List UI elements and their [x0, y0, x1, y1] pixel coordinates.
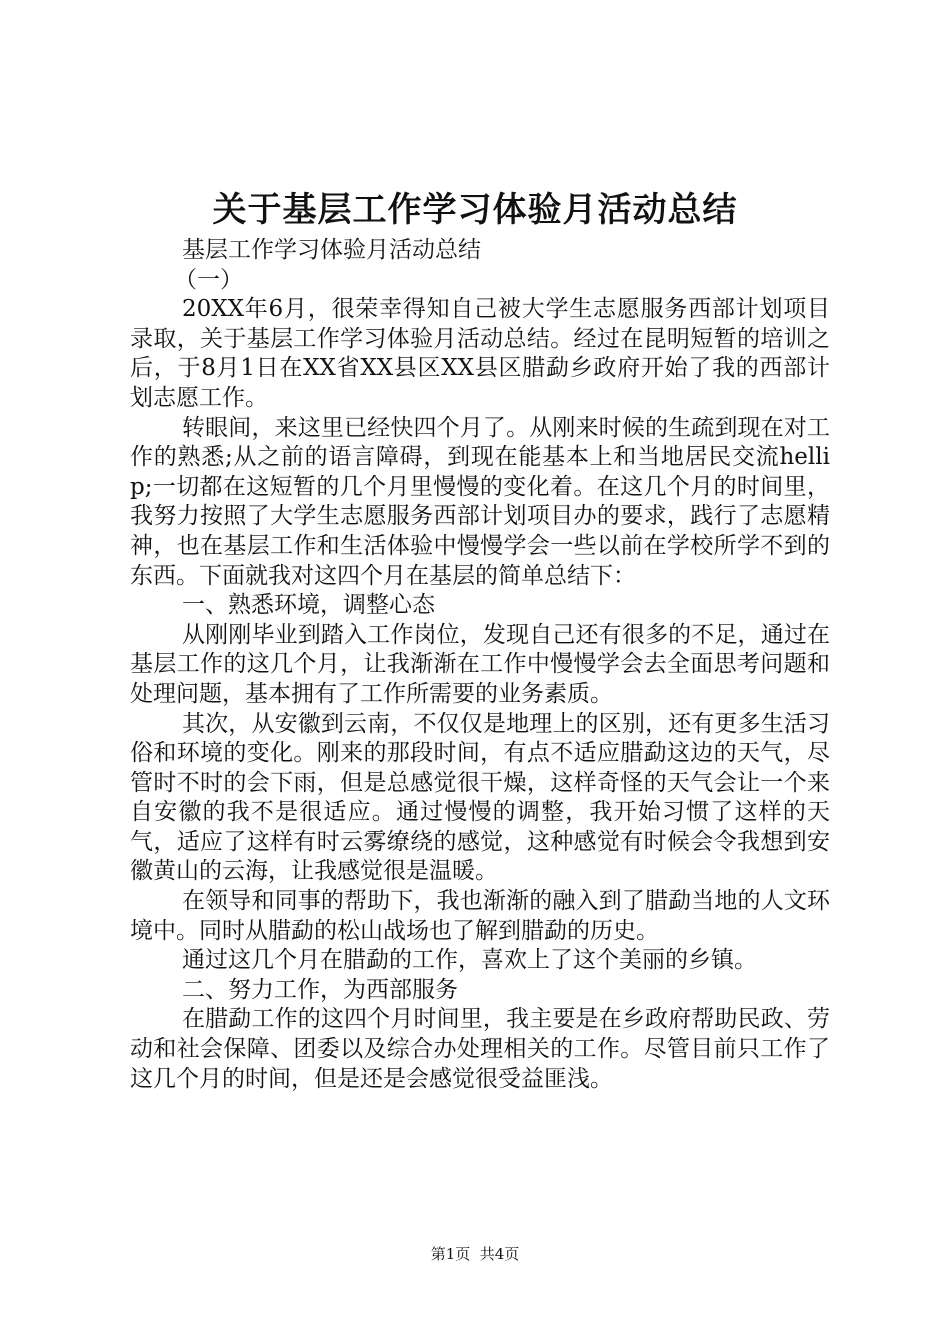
body-paragraph: 20XX年6月，很荣幸得知自己被大学生志愿服务西部计划项目录取，关于基层工作学习体验月活动总结。经过在昆明短暂的培训之后，于8月1日在XX省XX县区XX县区腊勐乡政府开始了我的西部计划志愿工作。	[130, 296, 830, 411]
document-body	[130, 236, 830, 1094]
body-paragraph: 从刚刚毕业到踏入工作岗位，发现自己还有很多的不足，通过在基层工作的这几个月，让我渐渐在工作中慢慢学会去全面思考问题和处理问题，基本拥有了工作所需要的业务素质。	[130, 621, 830, 707]
section-heading: 二、努力工作，为西部服务	[182, 976, 458, 1003]
body-paragraph: 其次，从安徽到云南，不仅仅是地理上的区别，还有更多生活习俗和环境的变化。刚来的那段时间，有点不适应腊勐这边的天气，尽管时不时的会下雨，但是总感觉很干燥，这样奇怪的天气会让一个来自安徽的我不是很适应。通过慢慢的调整，我开始习惯了这样的天气，适应了这样有时云雾缭绕的感觉，这种感觉有时候会令我想到安徽黄山的云海，让我感觉很是温暖。	[130, 710, 830, 885]
section-number-paragraph: （一）	[174, 266, 243, 293]
body-paragraph: 转眼间，来这里已经快四个月了。从刚来时候的生疏到现在对工作的熟悉;从之前的语言障碍，到现在能基本上和当地居民交流hellip;一切都在这短暂的几个月里慢慢的变化着。在这几个月的时间里，我努力按照了大学生志愿服务西部计划项目办的要求，践行了志愿精神，也在基层工作和生活体验中慢慢学会一些以前在学校所学不到的东西。下面就我对这四个月在基层的简单总结下：	[130, 414, 830, 589]
subtitle-paragraph: 基层工作学习体验月活动总结	[182, 237, 481, 263]
page-number: 第1页 共4页	[430, 1245, 520, 1263]
body-paragraph: 通过这几个月在腊勐的工作，喜欢上了这个美丽的乡镇。	[182, 947, 757, 974]
body-paragraph: 在腊勐工作的这四个月时间里，我主要是在乡政府帮助民政、劳动和社会保障、团委以及综合办处理相关的工作。尽管目前只工作了这几个月的时间，但是还是会感觉很受益匪浅。	[130, 1006, 830, 1092]
page-footer	[0, 1244, 950, 1264]
document-title: 关于基层工作学习体验月活动总结	[212, 190, 738, 230]
section-heading: 一、熟悉环境，调整心态	[182, 592, 435, 619]
body-paragraph: 在领导和同事的帮助下，我也渐渐的融入到了腊勐当地的人文环境中。同时从腊勐的松山战场也了解到腊勐的历史。	[130, 888, 830, 944]
